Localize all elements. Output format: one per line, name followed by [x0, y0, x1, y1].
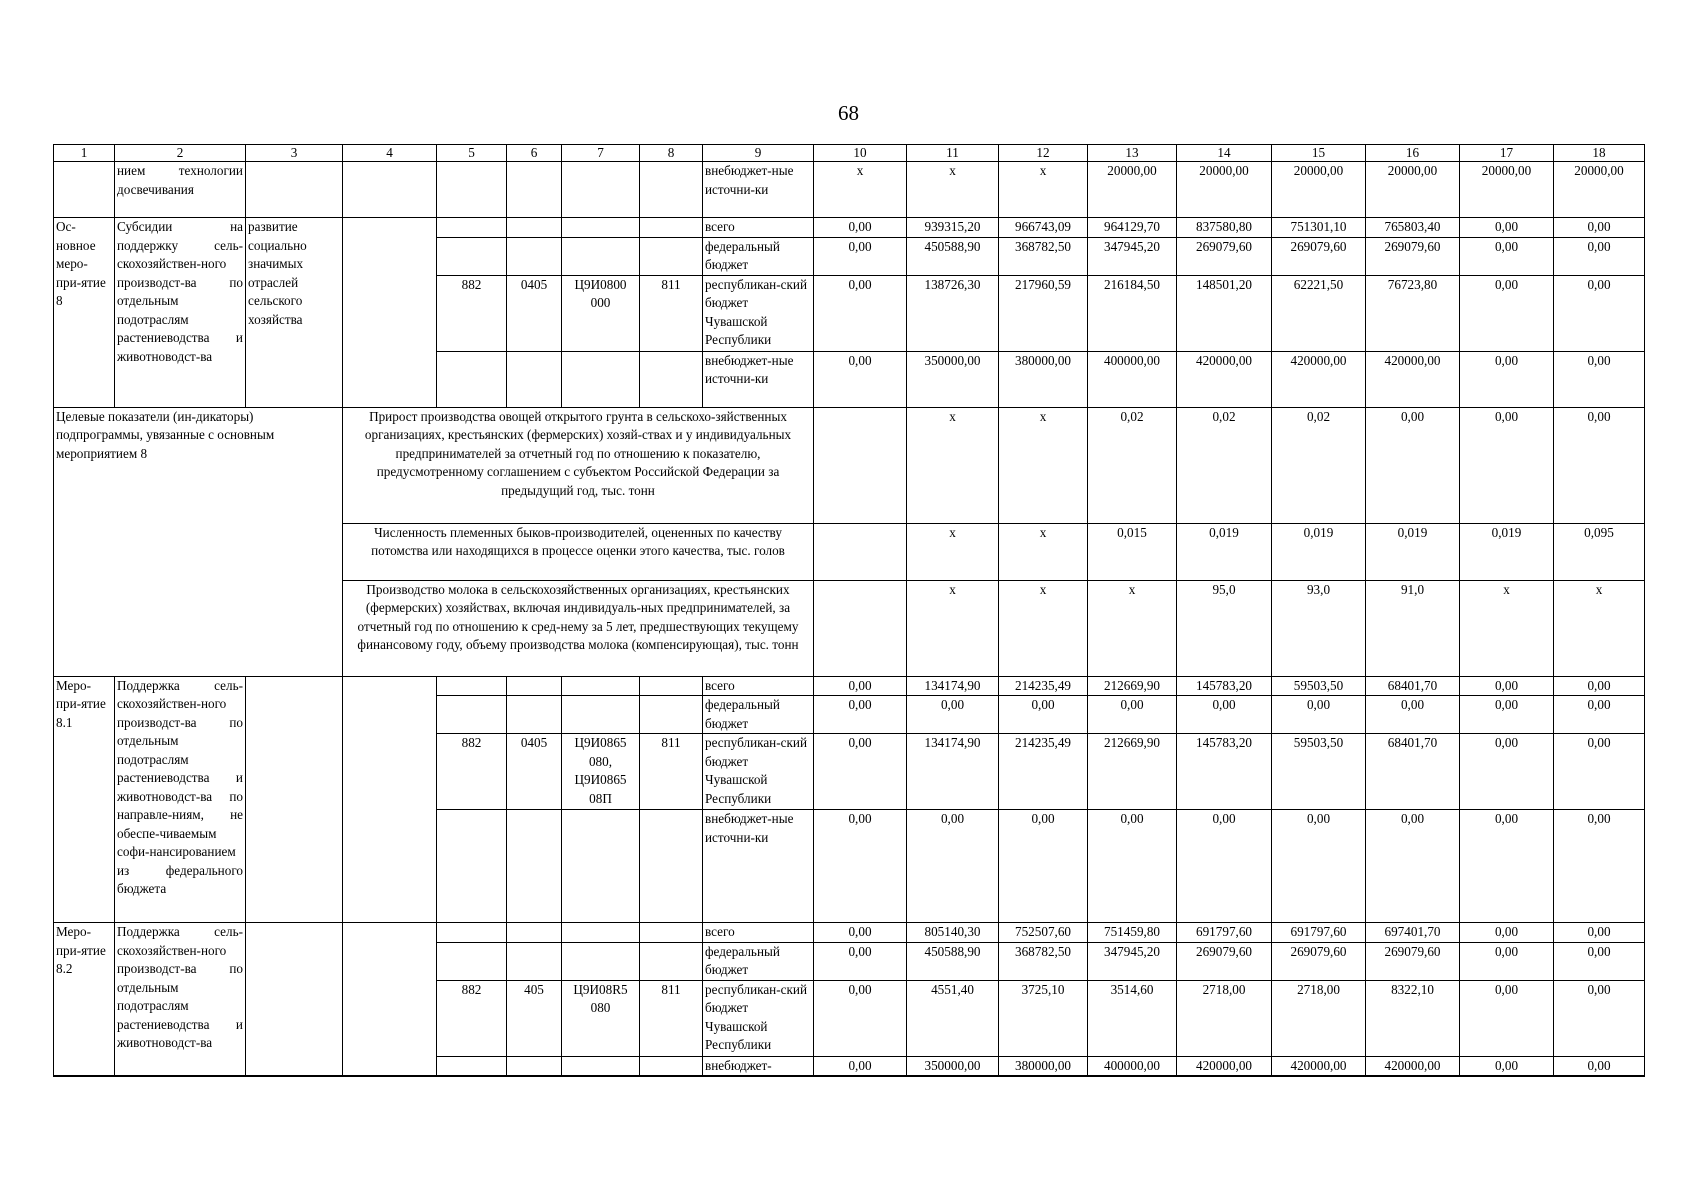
grbs-cell	[437, 696, 507, 734]
value-cell: 420000,00	[1272, 1056, 1366, 1076]
expense-type-cell: 811	[640, 275, 703, 351]
value-cell: 0,00	[1460, 218, 1554, 238]
column-number: 3	[246, 145, 343, 162]
value-cell: 269079,60	[1366, 237, 1460, 275]
empty-cell	[343, 218, 437, 408]
expense-type-cell	[640, 218, 703, 238]
value-cell: 269079,60	[1177, 237, 1272, 275]
column-number: 10	[814, 145, 907, 162]
direction-cell	[246, 162, 343, 218]
target-article-cell	[562, 676, 640, 696]
value-cell: 0,00	[814, 237, 907, 275]
value-cell: 145783,20	[1177, 734, 1272, 810]
section-cell	[507, 942, 562, 980]
column-number: 17	[1460, 145, 1554, 162]
value-cell: 20000,00	[1272, 162, 1366, 218]
value-cell: 0,00	[814, 980, 907, 1056]
value-cell: 964129,70	[1088, 218, 1177, 238]
value-cell: 0,00	[999, 696, 1088, 734]
value-cell: 269079,60	[1272, 942, 1366, 980]
value-cell: 420000,00	[1366, 1056, 1460, 1076]
empty-cell	[343, 162, 437, 218]
table-row	[54, 676, 1645, 696]
value-cell: 0,019	[1460, 523, 1554, 580]
value-cell: 380000,00	[999, 1056, 1088, 1076]
value-cell: 0,00	[1554, 980, 1645, 1056]
funding-source: федеральный бюджет	[703, 237, 814, 275]
value-cell: 0,00	[1554, 1056, 1645, 1076]
value-cell: 3514,60	[1088, 980, 1177, 1056]
grbs-cell: 882	[437, 734, 507, 810]
value-cell: 751301,10	[1272, 218, 1366, 238]
event-label: Меро-при-ятие 8.2	[54, 923, 115, 1077]
value-cell: x	[999, 580, 1088, 676]
value-cell: 0,00	[1460, 676, 1554, 696]
value-cell: 380000,00	[999, 351, 1088, 407]
column-number: 15	[1272, 145, 1366, 162]
value-cell: 8322,10	[1366, 980, 1460, 1056]
column-number: 6	[507, 145, 562, 162]
value-cell: 59503,50	[1272, 734, 1366, 810]
target-article-cell	[562, 923, 640, 943]
value-cell: 0,015	[1088, 523, 1177, 580]
value-cell: 0,00	[907, 696, 999, 734]
value-cell: 95,0	[1177, 580, 1272, 676]
value-cell: 0,019	[1272, 523, 1366, 580]
grbs-cell	[437, 218, 507, 238]
section-cell	[507, 162, 562, 218]
value-cell: 0,00	[1554, 696, 1645, 734]
event-label: Ос-новное меро-при-ятие 8	[54, 218, 115, 408]
value-cell: 0,00	[999, 810, 1088, 923]
value-cell: 0,00	[814, 676, 907, 696]
value-cell: 68401,70	[1366, 676, 1460, 696]
value-cell: 0,00	[1366, 810, 1460, 923]
value-cell: 691797,60	[1177, 923, 1272, 943]
value-cell: 347945,20	[1088, 237, 1177, 275]
indicators-label: Целевые показатели (ин-дикаторы) подпрограммы, увязанные с основным мероприятием 8	[54, 407, 343, 676]
event-description: Субсидии на поддержку сель-скохозяйствен-ного производст-ва по отдельным подотраслям растениеводства и животноводст-ва	[115, 218, 246, 408]
value-cell: x	[907, 523, 999, 580]
header-row	[54, 145, 1645, 162]
expense-type-cell	[640, 1056, 703, 1076]
direction-cell: развитие социально значимых отраслей сельского хозяйства	[246, 218, 343, 408]
expense-type-cell	[640, 810, 703, 923]
target-article-cell	[562, 942, 640, 980]
value-cell: 0,00	[1554, 275, 1645, 351]
value-cell: 0,00	[1554, 218, 1645, 238]
indicator-text: Численность племенных быков-производителей, оцененных по качеству потомства или находящихся в процессе оценки этого качества, тыс. голов	[343, 523, 814, 580]
value-cell: x	[999, 407, 1088, 523]
funding-source: федеральный бюджет	[703, 696, 814, 734]
column-number: 9	[703, 145, 814, 162]
value-cell: 91,0	[1366, 580, 1460, 676]
value-cell: 0,00	[1554, 351, 1645, 407]
expense-type-cell	[640, 162, 703, 218]
funding-source: республикан-ский бюджет Чувашской Республики	[703, 275, 814, 351]
funding-source: внебюджет-ные источни-ки	[703, 351, 814, 407]
value-cell: 217960,59	[999, 275, 1088, 351]
value-cell: 0,00	[1460, 810, 1554, 923]
grbs-cell: 882	[437, 275, 507, 351]
value-cell: 400000,00	[1088, 351, 1177, 407]
section-cell	[507, 237, 562, 275]
value-cell: 0,00	[1460, 942, 1554, 980]
value-cell: 4551,40	[907, 980, 999, 1056]
value-cell: 420000,00	[1177, 351, 1272, 407]
target-article-cell: Ц9И0800 000	[562, 275, 640, 351]
table-row	[54, 162, 1645, 218]
empty-cell	[343, 676, 437, 923]
value-cell: 350000,00	[907, 351, 999, 407]
target-article-cell: Ц9И08R5 080	[562, 980, 640, 1056]
target-article-cell	[562, 696, 640, 734]
value-cell: 0,00	[814, 942, 907, 980]
value-cell: 350000,00	[907, 1056, 999, 1076]
funding-source: внебюджет-ные источни-ки	[703, 162, 814, 218]
value-cell: 0,00	[1554, 734, 1645, 810]
value-cell: 420000,00	[1272, 351, 1366, 407]
column-number: 16	[1366, 145, 1460, 162]
section-cell	[507, 810, 562, 923]
grbs-cell	[437, 351, 507, 407]
expense-type-cell	[640, 923, 703, 943]
empty-cell	[814, 407, 907, 523]
indicator-text: Прирост производства овощей открытого грунта в сельскохо-зяйственных организациях, крестьянских (фермерских) хозяй-ствах и у индивидуальных предпринимателей за отчетный год по отношению к показателю, предусмотренному соглашением с субъектом Российской Федерации за предыдущий год, тыс. тонн	[343, 407, 814, 523]
event-description: Поддержка сель-скохозяйствен-ного производст-ва по отдельным подотраслям растениеводства и животноводст-ва	[115, 923, 246, 1077]
value-cell: 0,00	[814, 1056, 907, 1076]
column-number: 18	[1554, 145, 1645, 162]
funding-source: всего	[703, 218, 814, 238]
column-number: 1	[54, 145, 115, 162]
column-number: 11	[907, 145, 999, 162]
grbs-cell	[437, 162, 507, 218]
value-cell: 212669,90	[1088, 734, 1177, 810]
value-cell: 805140,30	[907, 923, 999, 943]
value-cell: 20000,00	[1088, 162, 1177, 218]
value-cell: 0,00	[1460, 237, 1554, 275]
value-cell: 368782,50	[999, 942, 1088, 980]
value-cell: 0,00	[1460, 980, 1554, 1056]
expense-type-cell	[640, 942, 703, 980]
page-number: 68	[838, 101, 859, 125]
value-cell: 216184,50	[1088, 275, 1177, 351]
value-cell: 20000,00	[1554, 162, 1645, 218]
column-number: 7	[562, 145, 640, 162]
table-row	[54, 218, 1645, 238]
grbs-cell	[437, 1056, 507, 1076]
value-cell: x	[999, 162, 1088, 218]
value-cell: 0,00	[1554, 237, 1645, 275]
value-cell: 68401,70	[1366, 734, 1460, 810]
value-cell: 20000,00	[1460, 162, 1554, 218]
value-cell: 837580,80	[1177, 218, 1272, 238]
value-cell: 0,00	[1460, 407, 1554, 523]
column-number: 2	[115, 145, 246, 162]
target-article-cell	[562, 351, 640, 407]
value-cell: 0,02	[1272, 407, 1366, 523]
value-cell: 0,00	[1366, 407, 1460, 523]
value-cell: 62221,50	[1272, 275, 1366, 351]
value-cell: 966743,09	[999, 218, 1088, 238]
expense-type-cell	[640, 237, 703, 275]
value-cell: 0,00	[1460, 1056, 1554, 1076]
indicator-row	[54, 407, 1645, 523]
value-cell: 0,00	[1554, 810, 1645, 923]
funding-source: республикан-ский бюджет Чувашской Республики	[703, 734, 814, 810]
section-cell	[507, 351, 562, 407]
value-cell: 2718,00	[1272, 980, 1366, 1056]
value-cell: 59503,50	[1272, 676, 1366, 696]
value-cell: 3725,10	[999, 980, 1088, 1056]
value-cell: 0,00	[1088, 696, 1177, 734]
value-cell: 0,00	[1272, 696, 1366, 734]
event-description: нием технологии досвечивания	[115, 162, 246, 218]
value-cell: 20000,00	[1177, 162, 1272, 218]
column-number: 12	[999, 145, 1088, 162]
grbs-cell: 882	[437, 980, 507, 1056]
expense-type-cell	[640, 696, 703, 734]
grbs-cell	[437, 810, 507, 923]
section-cell: 0405	[507, 734, 562, 810]
direction-cell	[246, 676, 343, 923]
value-cell: x	[907, 162, 999, 218]
value-cell: 0,00	[1460, 734, 1554, 810]
funding-source: федеральный бюджет	[703, 942, 814, 980]
value-cell: 0,00	[1554, 407, 1645, 523]
value-cell: 0,00	[1177, 810, 1272, 923]
empty-cell	[814, 523, 907, 580]
value-cell: 0,00	[814, 275, 907, 351]
budget-table	[53, 144, 1645, 1077]
value-cell: 697401,70	[1366, 923, 1460, 943]
value-cell: 134174,90	[907, 676, 999, 696]
section-cell	[507, 923, 562, 943]
value-cell: 0,00	[1554, 676, 1645, 696]
value-cell: 420000,00	[1366, 351, 1460, 407]
value-cell: 0,00	[814, 810, 907, 923]
value-cell: 0,00	[1088, 810, 1177, 923]
value-cell: 368782,50	[999, 237, 1088, 275]
grbs-cell	[437, 923, 507, 943]
value-cell: 765803,40	[1366, 218, 1460, 238]
value-cell: 145783,20	[1177, 676, 1272, 696]
value-cell: x	[907, 407, 999, 523]
funding-source: республикан-ский бюджет Чувашской Республики	[703, 980, 814, 1056]
value-cell: 0,00	[1177, 696, 1272, 734]
value-cell: 0,00	[814, 218, 907, 238]
expense-type-cell	[640, 676, 703, 696]
direction-cell	[246, 923, 343, 1077]
target-article-cell	[562, 810, 640, 923]
value-cell: 2718,00	[1177, 980, 1272, 1056]
section-cell: 405	[507, 980, 562, 1056]
target-article-cell: Ц9И0865 080, Ц9И0865 08П	[562, 734, 640, 810]
expense-type-cell: 811	[640, 734, 703, 810]
expense-type-cell	[640, 351, 703, 407]
value-cell: 0,00	[907, 810, 999, 923]
value-cell: 0,00	[1460, 351, 1554, 407]
value-cell: 0,00	[814, 923, 907, 943]
section-cell	[507, 696, 562, 734]
value-cell: 93,0	[1272, 580, 1366, 676]
expense-type-cell: 811	[640, 980, 703, 1056]
value-cell: x	[814, 162, 907, 218]
value-cell: 939315,20	[907, 218, 999, 238]
value-cell: 0,02	[1088, 407, 1177, 523]
value-cell: 0,00	[814, 351, 907, 407]
value-cell: 269079,60	[1272, 237, 1366, 275]
section-cell	[507, 1056, 562, 1076]
event-description: Поддержка сель-скохозяйствен-ного производст-ва по отдельным подотраслям растениеводства и животноводст-ва по направле-ниям, не обеспе-чиваемым софи-нансированием из федерального бюджета	[115, 676, 246, 923]
value-cell: 0,00	[1272, 810, 1366, 923]
value-cell: 269079,60	[1177, 942, 1272, 980]
funding-source: внебюджет-	[703, 1056, 814, 1076]
value-cell: 212669,90	[1088, 676, 1177, 696]
value-cell: 400000,00	[1088, 1056, 1177, 1076]
value-cell: 0,019	[1177, 523, 1272, 580]
value-cell: 269079,60	[1366, 942, 1460, 980]
value-cell: 20000,00	[1366, 162, 1460, 218]
grbs-cell	[437, 237, 507, 275]
value-cell: x	[907, 580, 999, 676]
value-cell: 0,00	[1554, 923, 1645, 943]
value-cell: 0,00	[1366, 696, 1460, 734]
value-cell: 0,00	[1460, 923, 1554, 943]
value-cell: 0,095	[1554, 523, 1645, 580]
event-label	[54, 162, 115, 218]
value-cell: 0,00	[814, 734, 907, 810]
value-cell: 691797,60	[1272, 923, 1366, 943]
value-cell: x	[999, 523, 1088, 580]
value-cell: 0,00	[1554, 942, 1645, 980]
value-cell: 0,019	[1366, 523, 1460, 580]
value-cell: 0,00	[1460, 275, 1554, 351]
value-cell: 0,00	[1460, 696, 1554, 734]
value-cell: 214235,49	[999, 676, 1088, 696]
grbs-cell	[437, 942, 507, 980]
value-cell: 0,00	[814, 696, 907, 734]
value-cell: 751459,80	[1088, 923, 1177, 943]
value-cell: x	[1554, 580, 1645, 676]
value-cell: 138726,30	[907, 275, 999, 351]
target-article-cell	[562, 218, 640, 238]
value-cell: 752507,60	[999, 923, 1088, 943]
empty-cell	[343, 923, 437, 1077]
value-cell: 420000,00	[1177, 1056, 1272, 1076]
value-cell: 450588,90	[907, 942, 999, 980]
indicator-text: Производство молока в сельскохозяйственных организациях, крестьянских (фермерских) хозяйствах, включая индивидуаль-ных предпринимателей, за отчетный год по отношению к сред-нему за 5 лет, предшествующих текущему финансовому году, объему производства молока (компенсирующая), тыс. тонн	[343, 580, 814, 676]
event-label: Меро-при-ятие 8.1	[54, 676, 115, 923]
column-number: 13	[1088, 145, 1177, 162]
value-cell: 450588,90	[907, 237, 999, 275]
funding-source: внебюджет-ные источни-ки	[703, 810, 814, 923]
value-cell: 0,02	[1177, 407, 1272, 523]
table-row	[54, 923, 1645, 943]
empty-cell	[814, 580, 907, 676]
target-article-cell	[562, 237, 640, 275]
funding-source: всего	[703, 676, 814, 696]
target-article-cell	[562, 1056, 640, 1076]
column-number: 8	[640, 145, 703, 162]
value-cell: 148501,20	[1177, 275, 1272, 351]
section-cell: 0405	[507, 275, 562, 351]
column-number: 14	[1177, 145, 1272, 162]
section-cell	[507, 676, 562, 696]
value-cell: x	[1088, 580, 1177, 676]
funding-source: всего	[703, 923, 814, 943]
value-cell: 134174,90	[907, 734, 999, 810]
column-number: 4	[343, 145, 437, 162]
value-cell: 347945,20	[1088, 942, 1177, 980]
column-number: 5	[437, 145, 507, 162]
target-article-cell	[562, 162, 640, 218]
grbs-cell	[437, 676, 507, 696]
value-cell: x	[1460, 580, 1554, 676]
section-cell	[507, 218, 562, 238]
value-cell: 214235,49	[999, 734, 1088, 810]
value-cell: 76723,80	[1366, 275, 1460, 351]
